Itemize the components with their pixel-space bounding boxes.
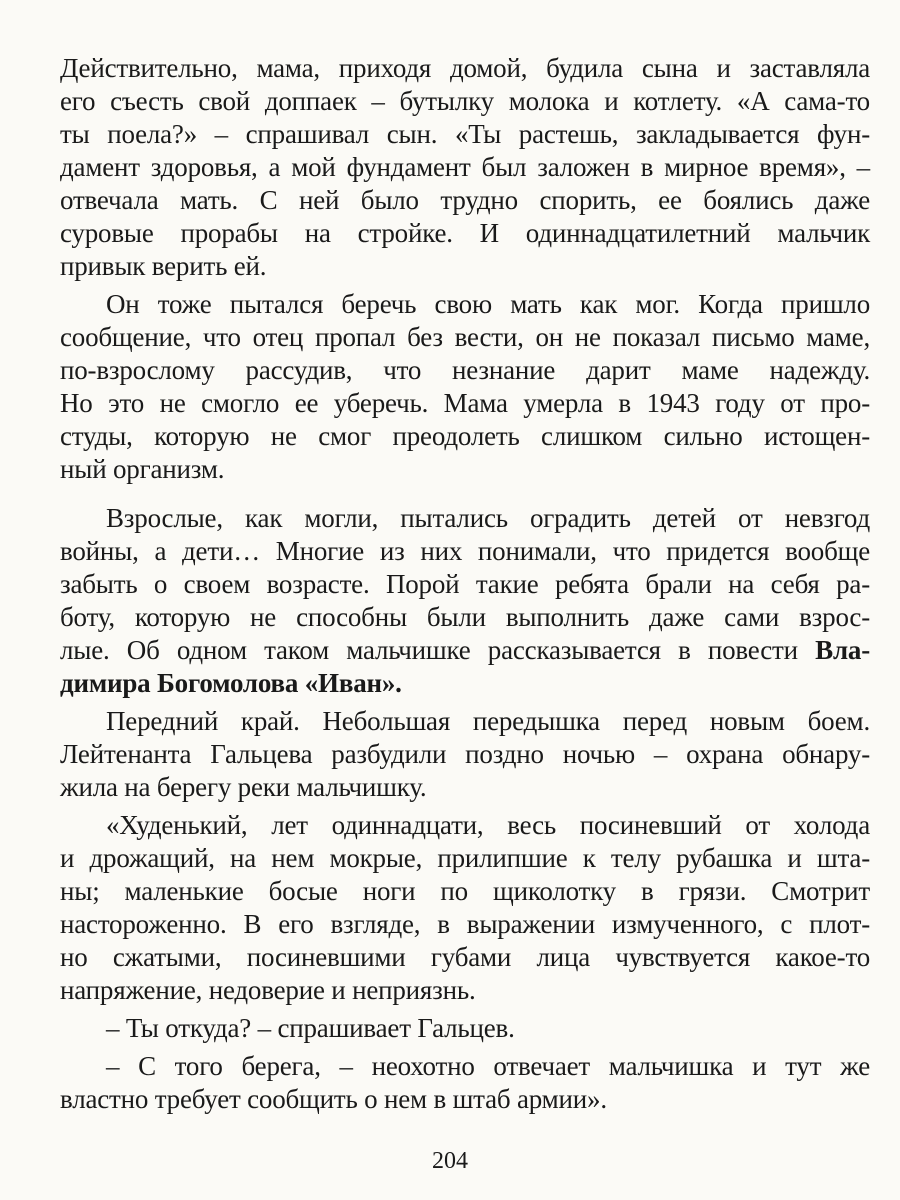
text-line bbox=[60, 321, 870, 354]
text-line bbox=[60, 809, 870, 842]
line-text: напряжение, недоверие и неприязнь. bbox=[60, 975, 476, 1005]
paragraph bbox=[60, 502, 870, 700]
line-text: Действительно, мама, приходя домой, будила сына и заставляла bbox=[60, 53, 870, 83]
text-line bbox=[60, 217, 870, 250]
line-text: лые. Об одном таком мальчишке рассказывается в повести bbox=[60, 635, 816, 665]
paragraph bbox=[60, 705, 870, 804]
text-line bbox=[60, 738, 870, 771]
page-number: 204 bbox=[432, 1148, 468, 1174]
text-line bbox=[60, 387, 870, 420]
line-text: его съесть свой доппаек – бутылку молока и котлету. «А сама-то bbox=[60, 86, 870, 116]
text-line bbox=[60, 1012, 870, 1045]
text-line bbox=[60, 771, 870, 804]
line-text: сообщение, что отец пропал без вести, он не показал письмо маме, bbox=[60, 322, 870, 352]
paragraph bbox=[60, 288, 870, 486]
line-text: ны; маленькие босые ноги по щиколотку в грязи. Смотрит bbox=[60, 876, 870, 906]
text-line bbox=[60, 288, 870, 321]
text-line bbox=[60, 1050, 870, 1083]
paragraph bbox=[60, 52, 870, 283]
line-text: но сжатыми, посиневшими губами лица чувствуется какое-то bbox=[60, 942, 870, 972]
bold-text: Вла- bbox=[815, 635, 870, 665]
line-text: ты поела?» – спрашивал сын. «Ты растешь, закладывается фун- bbox=[60, 119, 870, 149]
line-text: – С того берега, – неохотно отвечает мальчишка и тут же bbox=[106, 1051, 870, 1081]
text-line bbox=[60, 842, 870, 875]
line-text: Передний край. Небольшая передышка перед новым боем. bbox=[106, 706, 870, 736]
text-line bbox=[60, 535, 870, 568]
line-text: Он тоже пытался беречь свою мать как мог. Когда пришло bbox=[106, 289, 870, 319]
line-text: и дрожащий, на нем мокрые, прилипшие к телу рубашка и шта- bbox=[60, 843, 870, 873]
text-line bbox=[60, 601, 870, 634]
line-text: настороженно. В его взгляде, в выражении измученного, с плот- bbox=[60, 909, 870, 939]
text-line bbox=[60, 118, 870, 151]
text-line bbox=[60, 908, 870, 941]
line-text: боту, которую не способны были выполнить даже сами взрос- bbox=[60, 602, 870, 632]
line-text: отвечала мать. С ней было трудно спорить, ее боялись даже bbox=[60, 185, 870, 215]
line-text: Лейтенанта Гальцева разбудили поздно ночью – охрана обнару- bbox=[60, 739, 870, 769]
line-text: – Ты откуда? – спрашивает Гальцев. bbox=[106, 1013, 515, 1043]
line-text: привык верить ей. bbox=[60, 251, 267, 281]
line-text: дамент здоровья, а мой фундамент был заложен в мирное время», – bbox=[60, 152, 870, 182]
line-text: «Худенький, лет одиннадцати, весь посиневший от холода bbox=[106, 810, 870, 840]
line-text: Но это не смогло ее уберечь. Мама умерла в 1943 году от про- bbox=[60, 388, 870, 418]
text-line bbox=[60, 85, 870, 118]
text-line bbox=[60, 1083, 870, 1116]
text-line bbox=[60, 568, 870, 601]
text-line bbox=[60, 875, 870, 908]
line-text: властно требует сообщить о нем в штаб армии». bbox=[60, 1084, 607, 1114]
text-line bbox=[60, 502, 870, 535]
text-line bbox=[60, 250, 870, 283]
text-line bbox=[60, 52, 870, 85]
text-line bbox=[60, 705, 870, 738]
text-line bbox=[60, 667, 870, 700]
line-text: Взрослые, как могли, пытались оградить детей от невзгод bbox=[106, 503, 870, 533]
paragraph bbox=[60, 1050, 870, 1116]
line-text: ный организм. bbox=[60, 454, 225, 484]
paragraph bbox=[60, 809, 870, 1007]
text-line bbox=[60, 420, 870, 453]
text-line bbox=[60, 453, 870, 486]
text-line bbox=[60, 634, 870, 667]
paragraph bbox=[60, 1012, 870, 1045]
text-line bbox=[60, 941, 870, 974]
bold-text: димира Богомолова «Иван». bbox=[60, 668, 402, 698]
line-text: забыть о своем возрасте. Порой такие ребята брали на себя ра- bbox=[60, 569, 870, 599]
line-text: жила на берегу реки мальчишку. bbox=[60, 772, 427, 802]
page-body bbox=[60, 52, 870, 1116]
line-text: по-взрослому рассудив, что незнание дарит маме надежду. bbox=[60, 355, 870, 385]
line-text: студы, которую не смог преодолеть слишком сильно истощен- bbox=[60, 421, 870, 451]
text-line bbox=[60, 184, 870, 217]
text-line bbox=[60, 974, 870, 1007]
line-text: суровые прорабы на стройке. И одиннадцатилетний мальчик bbox=[60, 218, 870, 248]
line-text: войны, а дети… Многие из них понимали, что придется вообще bbox=[60, 536, 870, 566]
text-line bbox=[60, 354, 870, 387]
text-line bbox=[60, 151, 870, 184]
